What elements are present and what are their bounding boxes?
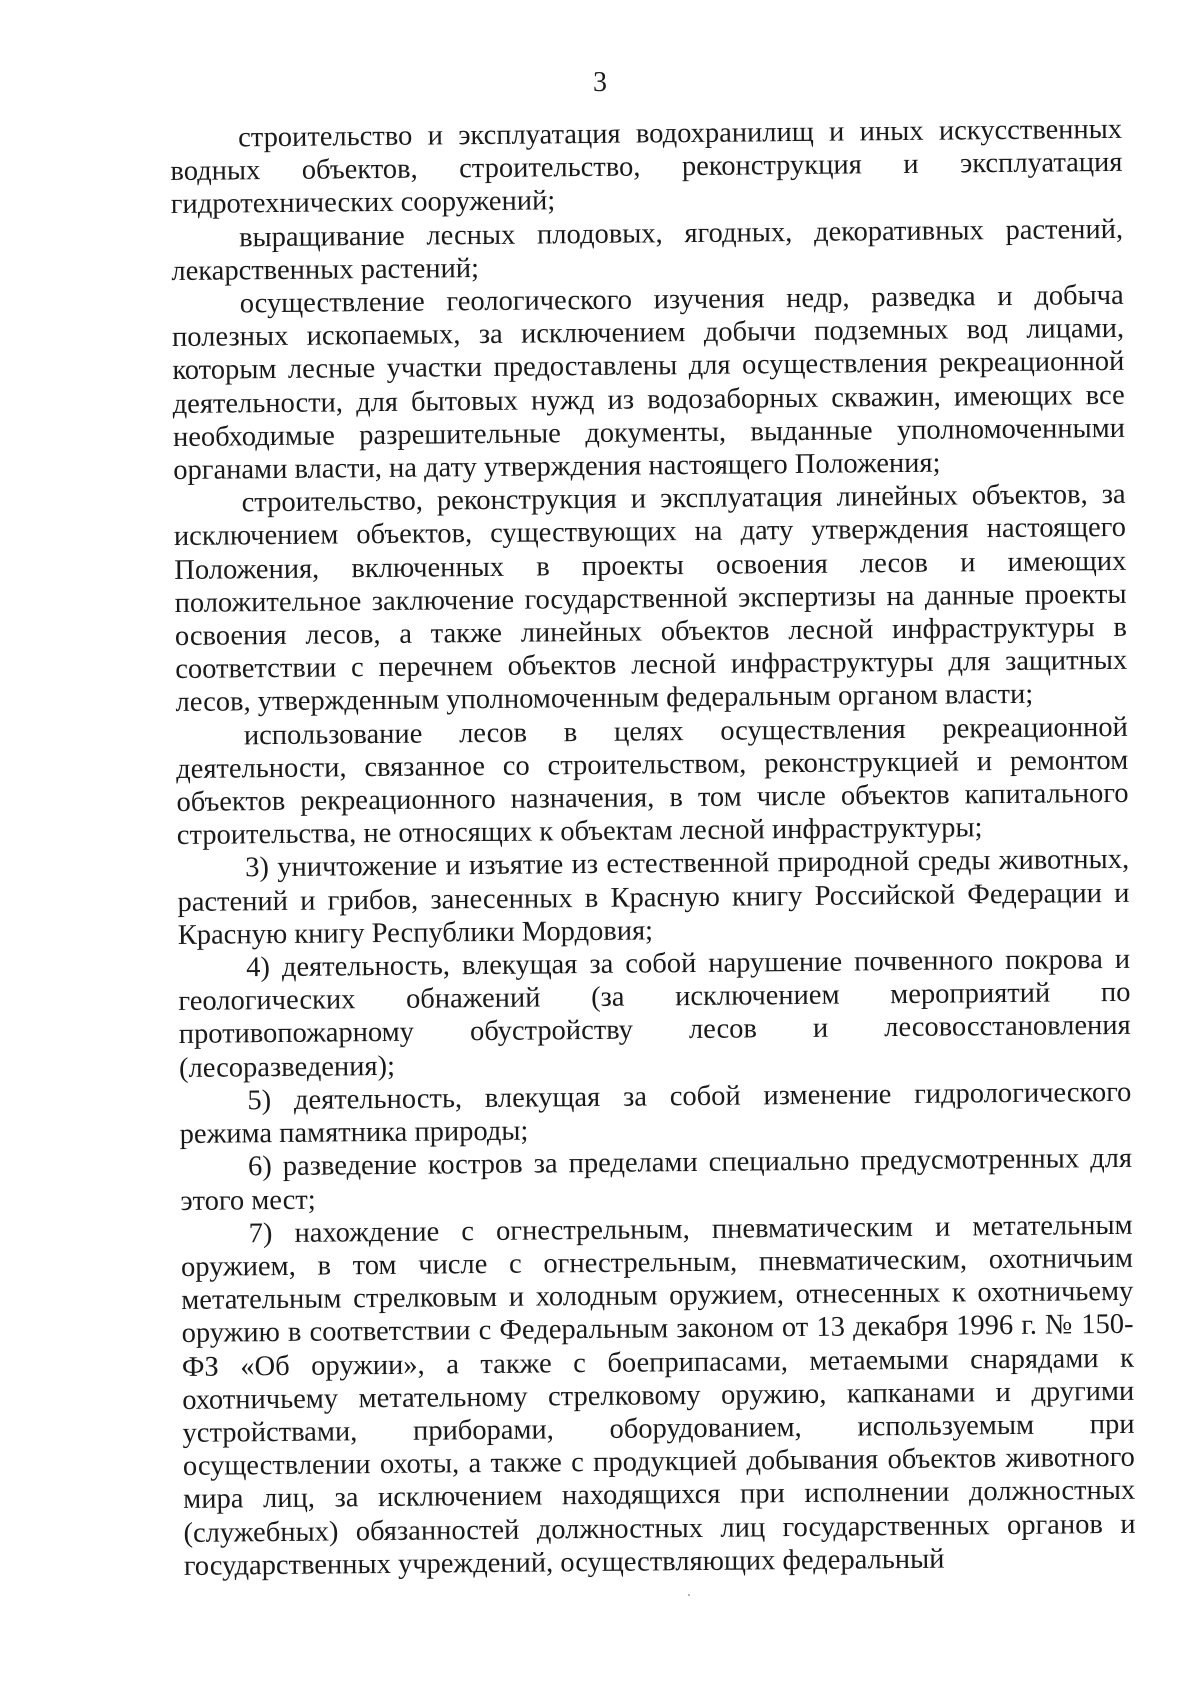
page-number: 3 (593, 67, 607, 98)
paragraph-recreational-use: использование лесов в целях осуществления рекреационной деятельности, связанное со строительством, реконструкцией и ремонтом объектов рекреационного назначения, в том числе объектов капитального строительства, не относящих к объектам лесной инфраструктуры; (176, 711, 1129, 852)
paragraph-plant-cultivation: выращивание лесных плодовых, ягодных, декоративных растений, лекарственных растений; (171, 213, 1124, 287)
paragraph-geological-exploration: осуществление геологического изучения недр, разведка и добыча полезных ископаемых, за исключением добычи подземных вод лицами, которым лесные участки предоставлены для осуществления рекреационной деятельности, для бытовых нужд из водозаборных скважин, имеющих все необходимые разрешительные документы, выданные уполномоченными органами власти, на дату утверждения настоящего Положения; (171, 279, 1126, 487)
paragraph-reservoir-construction: строительство и эксплуатация водохранилищ и иных искусственных водных объектов, строительство, реконструкция и эксплуатация гидротехнических сооружений; (170, 113, 1123, 221)
paragraph-item-4: 4) деятельность, влекущая за собой нарушение почвенного покрова и геологических обнажений (за исключением мероприятий по противопожарному обустройству лесов и лесовосстановления (лесоразведения); (178, 943, 1131, 1084)
scan-speck (688, 1594, 690, 1596)
paragraph-item-6: 6) разведение костров за пределами специально предусмотренных для этого мест; (180, 1143, 1133, 1217)
document-body (170, 113, 1136, 1583)
paragraph-linear-objects: строительство, реконструкция и эксплуатация линейных объектов, за исключением объектов, существующих на дату утверждения настоящего Положения, включенных в проекты освоения лесов и имеющих положительное заключение государственной экспертизы на данные проекты освоения лесов, а также линейных объектов лесной инфраструктуры в соответствии с перечнем объектов лесной инфраструктуры для защитных лесов, утвержденным уполномоченным федеральным органом власти; (173, 479, 1128, 719)
paragraph-item-5: 5) деятельность, влекущая за собой изменение гидрологического режима памятника природы; (179, 1076, 1132, 1151)
paragraph-item-7: 7) нахождение с огнестрельным, пневматическим и метательным оружием, в том числе с огнестрельным, пневматическим, охотничьим метательным стрелковым и холодным оружием, отнесенных к охотничьему оружию в соответствии с Федеральным законом от 13 декабря 1996 г. № 150-ФЗ «Об оружии», а также с боеприпасами, метаемыми снарядами к охотничьему метательному стрелковому оружию, капканами и другими устройствами, приборами, оборудованием, используемым при осуществлении охоты, а также с продукцией добывания объектов животного мира лиц, за исключением находящихся при исполнении должностных (служебных) обязанностей должностных лиц государственных органов и государственных учреждений, осуществляющих федеральный (180, 1209, 1136, 1582)
paragraph-item-3: 3) уничтожение и изъятие из естественной природной среды животных, растений и грибов, занесенных в Красную книгу Российской Федерации и Красную книгу Республики Мордовия; (177, 844, 1130, 951)
